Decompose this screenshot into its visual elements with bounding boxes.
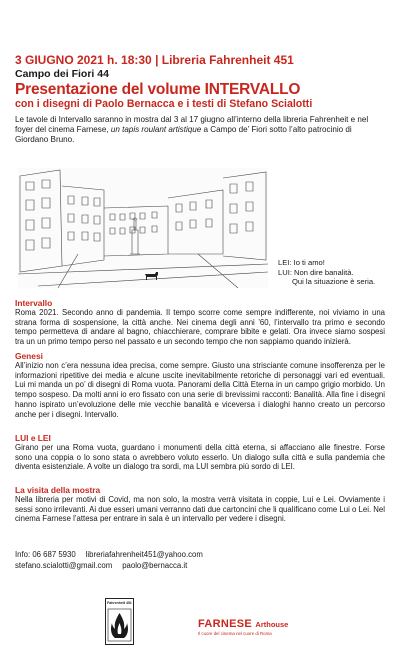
section-heading-genesi: Genesi xyxy=(15,351,43,361)
page-title: Presentazione del volume INTERVALLO xyxy=(15,81,301,98)
dialogue-quote xyxy=(278,258,375,287)
farnese-suffix: Arthouse xyxy=(255,620,289,629)
section-heading-visita: La visita della mostra xyxy=(15,485,101,495)
dialogue-line-lei: LEI: Io ti amo! xyxy=(278,258,325,267)
intro-text-1: Le tavole di Intervallo saranno in mostra dal 3 al 17 giugno all’interno della libreria Fahrenheit e nel foyer del cinema Farnese, xyxy=(15,115,369,134)
intro-paragraph xyxy=(15,115,381,145)
email-libreria[interactable]: libreriafahrenheit451@yahoo.com xyxy=(85,550,203,559)
section-text-visita: Nella libreria per motivi di Covid, ma non solo, la mostra verrà visitata in coppie, Lui e Lei. Ovviamente i sessi sono irrilevanti. Ai due esseri umani verranno dati due cartoncini che li qualificano come Lui o Lei. Nel cinema Farnese l’attesa per entrare in sala è un intervallo per vedere i disegni. xyxy=(15,495,385,524)
section-text-intervallo: Roma 2021. Secondo anno di pandemia. Il tempo scorre come sempre indifferente, noi viviamo in una strana forma di sospensione, la città anche. Nei cinema degli anni ’60, l’intervallo tra primo e secondo tempo permetteva di andare al bagno, chiacchierare, comprare bibite e gelati. Ora invece siamo sospesi tra un un primo tempo perso nel passato e un secondo tempo che non sappiamo quando inizierà. xyxy=(15,308,385,347)
intro-italic: un tapis roulant artistique xyxy=(110,125,202,134)
flame-icon xyxy=(106,605,133,645)
section-heading-intervallo: Intervallo xyxy=(15,298,53,308)
contact-info xyxy=(15,549,203,571)
event-address: Campo dei Fiori 44 xyxy=(15,68,109,80)
fahrenheit-logo xyxy=(105,598,134,645)
intro-text-2: a Campo de’ Fiori sotto l’alto patrocinio di Giordano Bruno. xyxy=(15,125,352,144)
section-text-lui-lei: Girano per una Roma vuota, guardano i monumenti della città eterna, si affacciano alle finestre. Forse sono una coppia o lo sono stata o avrebbero voluto esserlo. Un dialogo sulla città e sulla pandemia che diventa esistenziale. A volte un dialogo tra sordi, ma LUI sembra più sordo di LEI. xyxy=(15,443,385,472)
campo-de-fiori-drawing xyxy=(18,168,268,288)
sketch-illustration xyxy=(18,168,268,288)
farnese-tagline: Il cuore del cinema nel cuore di Roma xyxy=(198,631,272,636)
page-subtitle: con i disegni di Paolo Bernacca e i testi di Stefano Scialotti xyxy=(15,98,313,110)
email-scialotti[interactable]: stefano.scialotti@gmail.com xyxy=(15,561,113,570)
fahrenheit-logo-label: Fahrenheit 451 xyxy=(107,601,132,605)
email-bernacca[interactable]: paolo@bernacca.it xyxy=(122,561,188,570)
dialogue-line-lui-cont: Qui la situazione è seria. xyxy=(292,277,376,286)
dialogue-line-lui: LUI: Non dire banalità. xyxy=(278,267,354,277)
phone-number: Info: 06 687 5930 xyxy=(15,550,76,559)
section-heading-lui-lei: LUI e LEI xyxy=(15,433,51,443)
section-text-genesi: All’inizio non c’era nessuna idea precisa, come sempre. Giusto una strisciante comune insofferenza per le informazioni ripetitive dei media e alcune uscite inevitabilmente retoriche di personaggi vari ed eventuali. Lui mi manda un po’ di disegni di Roma vuota. Panorami della Città Eterna in un campo grigio morbido. Un tempo sospeso. Da molti anni io ero fissato con una serie di brevissimi racconti: Banalità. Alla fine i disegni hanno ispirato un’evoluzione delle mie vecchie banalità e viceversa i dialoghi hanno creato un percorso anche per i disegni. Intervallo. xyxy=(15,361,385,419)
farnese-logo xyxy=(198,618,288,636)
event-date-line: 3 GIUGNO 2021 h. 18:30 | Libreria Fahrenheit 451 xyxy=(15,53,294,67)
farnese-brand: FARNESE xyxy=(198,618,253,630)
